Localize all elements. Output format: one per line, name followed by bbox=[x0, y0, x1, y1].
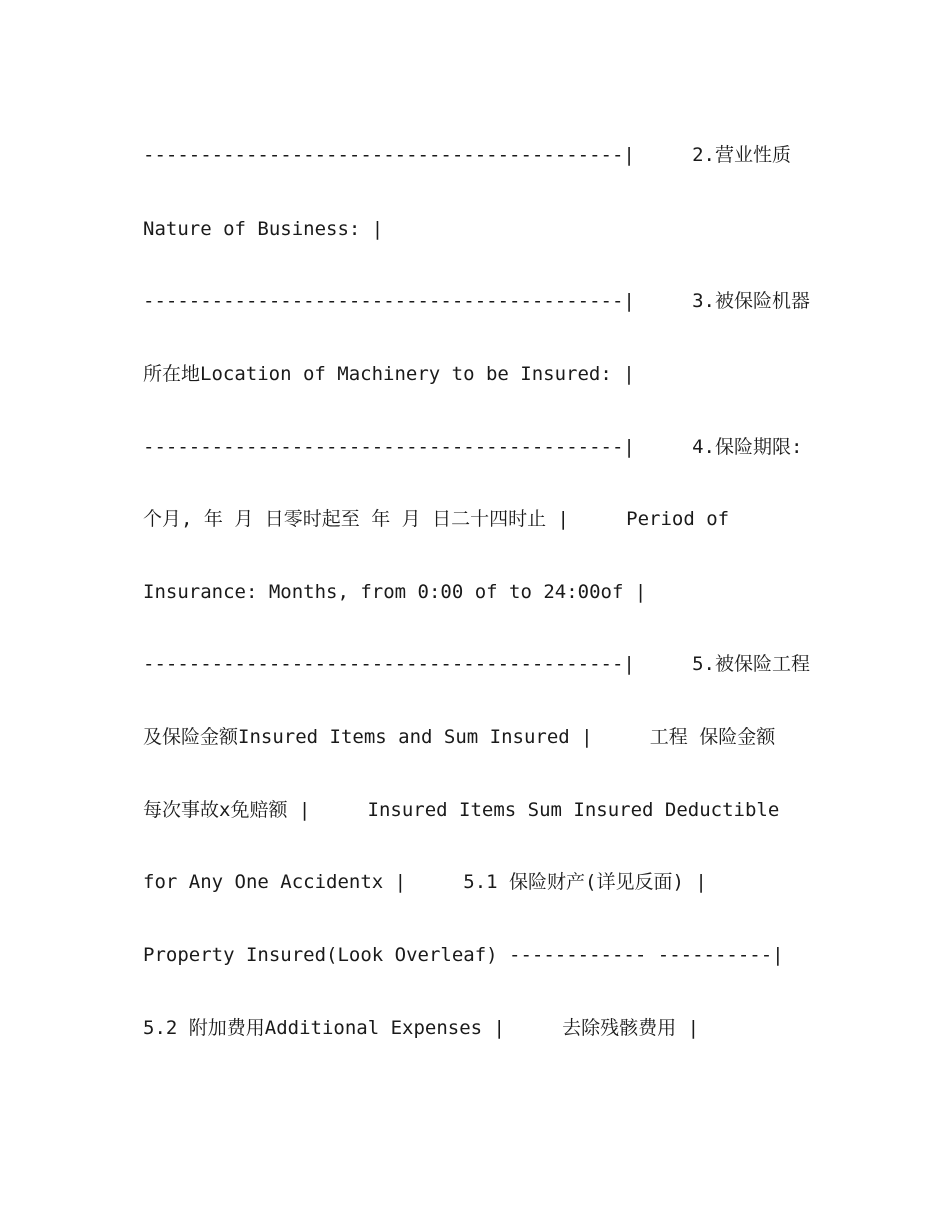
text-line: Property Insured(Look Overleaf) ------------ ----------| bbox=[143, 944, 784, 966]
text-line: Insurance: Months, from 0:00 of to 24:00of | bbox=[143, 581, 647, 603]
text-line: 个月, 年 月 日零时起至 年 月 日二十四时止 | Period of bbox=[143, 508, 730, 530]
text-line: Nature of Business: | bbox=[143, 218, 384, 240]
text-line: ------------------------------------------| 5.被保险工程 bbox=[143, 653, 810, 675]
text-line: 5.2 附加费用Additional Expenses | 去除残骸费用 | bbox=[143, 1017, 700, 1039]
text-line: 及保险金额Insured Items and Sum Insured | 工程 保险金额 bbox=[143, 726, 776, 748]
text-line: 所在地Location of Machinery to be Insured: | bbox=[143, 363, 635, 385]
text-line: ------------------------------------------| 3.被保险机器 bbox=[143, 290, 810, 312]
text-line: for Any One Accidentx | 5.1 保险财产(详见反面) | bbox=[143, 871, 707, 893]
text-line: ------------------------------------------| 2.营业性质 bbox=[143, 144, 791, 166]
text-line: ------------------------------------------| 4.保险期限: bbox=[143, 436, 803, 458]
text-line: 每次事故x免赔额 | Insured Items Sum Insured Deductible bbox=[143, 799, 780, 821]
